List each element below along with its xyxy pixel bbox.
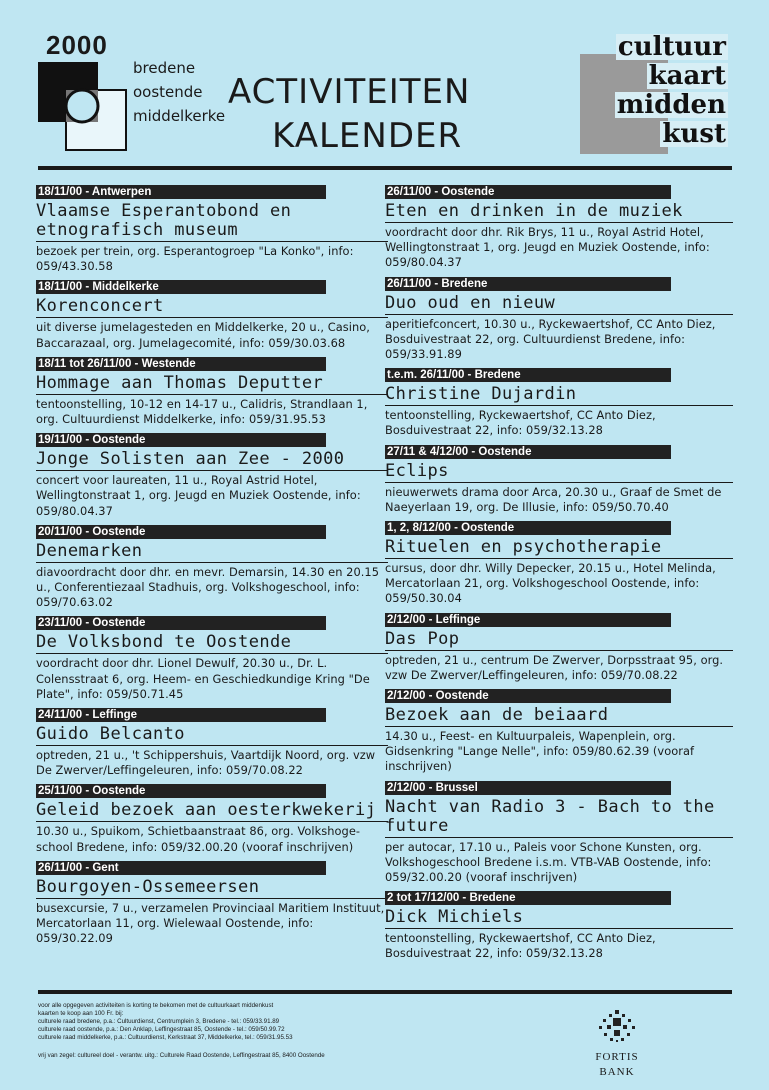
event-description: diavoordracht door dhr. en mevr. Demarsin, 14.30 en 20.15 u., Conferentiezaal Stadhuis, org. Volkshogeschool, info: 059/70.63.02 — [36, 564, 380, 610]
event-title: Bourgoyen-Ossemeersen — [36, 878, 388, 899]
event-item — [385, 368, 733, 438]
event-description: nieuwerwets drama door Arca, 20.30 u., Graaf de Smet de Naeyerlaan 19, org. De Illusie, info: 059/50.70.40 — [385, 484, 722, 514]
event-item — [385, 445, 733, 515]
publisher-line: vrij van zegel: cultureel doel - verantw. uitg.: Culturele Raad Oostende, Leffingestraat 85, 8400 Oostende — [38, 1052, 325, 1059]
cultuurkaart-logo — [580, 34, 728, 156]
event-item — [36, 616, 388, 702]
event-item — [385, 689, 733, 775]
event-item — [36, 708, 388, 778]
event-date-bar: 1, 2, 8/12/00 - Oostende — [385, 521, 671, 535]
bottom-rule — [38, 990, 732, 994]
events-right-column — [385, 185, 733, 968]
event-date-bar: 25/11/00 - Oostende — [36, 784, 326, 798]
event-description: tentoonstelling, 10-12 en 14-17 u., Calidris, Strandlaan 1, org. Cultuurdienst Middelkerke, info: 059/31.95.53 — [36, 396, 368, 427]
event-title: Geleid bezoek aan oesterkwekerij — [36, 801, 388, 822]
event-date-bar: 24/11/00 - Leffinge — [36, 708, 326, 722]
event-title: Duo oud en nieuw — [385, 294, 733, 315]
events-left-column — [36, 185, 388, 952]
event-title: Nacht van Radio 3 - Bach to the future — [385, 798, 733, 838]
event-description: aperitiefconcert, 10.30 u., Ryckewaertshof, CC Anto Diez, Bosduivestraat 22, org. Cultuurdienst Bredene, info: 059/33.91.89 — [385, 316, 716, 362]
year-label: 2000 — [46, 30, 108, 60]
footer-line: kaarten te koop aan 100 Fr. bij: — [38, 1010, 124, 1017]
event-description: optreden, 21 u., 't Schippershuis, Vaartdijk Noord, org. vzw De Zwerver/Leffingeleuren, info: 059/70.08.22 — [36, 748, 376, 778]
event-description: uit diverse jumelagesteden en Middelkerke, 20 u., Casino, Baccarazaal, org. Jumelagecomité, info: 059/30.03.68 — [36, 320, 370, 350]
fortis-name: FORTIS — [595, 1051, 639, 1063]
event-item — [385, 891, 733, 961]
footer-line: voor alle opgegeven activiteiten is korting te bekomen met de cultuurkaart middenkust — [38, 1002, 274, 1009]
event-description: voordracht door dhr. Lionel Dewulf, 20.30 u., Dr. L. Colensstraat 6, org. Heem- en Geschiedkundige Kring "De Plate", info: 059/50.71.45 — [36, 656, 370, 701]
event-date-bar: 2/12/00 - Brussel — [385, 781, 671, 795]
event-date-bar: t.e.m. 26/11/00 - Bredene — [385, 368, 671, 382]
event-description: tentoonstelling, Ryckewaertshof, CC Anto Diez, Bosduivestraat 22, info: 059/32.13.28 — [385, 408, 656, 438]
towns-list — [133, 56, 225, 128]
event-item — [385, 185, 733, 271]
town-middelkerke: middelkerke — [133, 107, 226, 125]
region-logo-icon — [36, 60, 128, 154]
event-date-bar: 23/11/00 - Oostende — [36, 616, 326, 630]
event-description: busexcursie, 7 u., verzamelen Provinciaal Maritiem Instituut, Mercatorlaan 11, org. Wielewaal Oostende, info: 059/30.22.09 — [36, 900, 385, 946]
event-title: Vlaamse Esperantobond en etnografisch museum — [36, 202, 388, 242]
top-rule — [38, 166, 732, 170]
event-description: 14.30 u., Feest- en Kultuurpaleis, Wapenplein, org. Gidsenkring "Lange Nelle", info: 059/80.62.39 (vooraf inschrijven) — [385, 729, 695, 774]
event-item — [36, 433, 388, 519]
event-description: 10.30 u., Spuikom, Schietbaanstraat 86, org. Volkshoge-school Bredene, info: 059/32.00.20 (vooraf inschrijven) — [36, 824, 361, 854]
event-title: De Volksbond te Oostende — [36, 633, 388, 654]
event-item — [36, 280, 388, 350]
event-title: Hommage aan Thomas Deputter — [36, 374, 388, 395]
event-description: cursus, door dhr. Willy Depecker, 20.15 u., Hotel Melinda, Mercatorlaan 21, org. Volkshogeschool Oostende, info: 059/50.30.04 — [385, 561, 716, 606]
footer-line: culturele raad oostende, p.a.: Den Anklap, Leffingestraat 85, Oostende - tel.: 059/50.99.72 — [38, 1026, 285, 1033]
event-date-bar: 2 tot 17/12/00 - Bredene — [385, 891, 671, 905]
event-date-bar: 19/11/00 - Oostende — [36, 433, 326, 447]
event-date-bar: 18/11/00 - Antwerpen — [36, 185, 326, 199]
event-date-bar: 2/12/00 - Oostende — [385, 689, 671, 703]
event-description: bezoek per trein, org. Esperantogroep "La Konko", info: 059/43.30.58 — [36, 244, 354, 274]
title-line-2: KALENDER — [272, 116, 463, 156]
event-item — [36, 185, 388, 274]
town-oostende: oostende — [133, 83, 203, 101]
cultuurkaart-words — [615, 34, 728, 150]
ck-word-4: kust — [662, 119, 726, 149]
ck-word-2: kaart — [648, 61, 726, 91]
header — [0, 0, 769, 170]
footer-line: culturele raad bredene, p.a.: Cultuurdienst, Centrumplein 3, Bredene - tel.: 059/33.91.89 — [38, 1018, 280, 1025]
event-title: Guido Belcanto — [36, 725, 388, 746]
title-line-1: ACTIVITEITEN — [228, 72, 471, 112]
page-title — [228, 70, 470, 158]
event-title: Rituelen en psychotherapie — [385, 538, 733, 559]
event-item — [36, 784, 388, 854]
event-item — [36, 525, 388, 611]
event-date-bar: 18/11/00 - Middelkerke — [36, 280, 326, 294]
event-title: Christine Dujardin — [385, 385, 733, 406]
event-item — [385, 521, 733, 607]
event-date-bar: 26/11/00 - Gent — [36, 861, 326, 875]
event-item — [385, 613, 733, 683]
town-bredene: bredene — [133, 59, 196, 77]
event-date-bar: 27/11 & 4/12/00 - Oostende — [385, 445, 671, 459]
event-date-bar: 26/11/00 - Bredene — [385, 277, 671, 291]
event-date-bar: 26/11/00 - Oostende — [385, 185, 671, 199]
event-description: per autocar, 17.10 u., Paleis voor Schone Kunsten, org. Volkshogeschool Bredene i.s.m. VTB-VAB Oostende, info: 059/32.00.20 (vooraf inschrijven) — [385, 839, 712, 885]
event-title: Bezoek aan de beiaard — [385, 706, 733, 727]
event-title: Korenconcert — [36, 297, 388, 318]
event-title: Jonge Solisten aan Zee - 2000 — [36, 450, 388, 471]
event-item — [36, 357, 388, 427]
ck-word-1: cultuur — [617, 32, 726, 62]
event-title: Dick Michiels — [385, 908, 733, 929]
event-description: optreden, 21 u., centrum De Zwerver, Dorpsstraat 95, org. vzw De Zwerver/Leffingeleuren, info: 059/70.08.22 — [385, 652, 724, 682]
event-date-bar: 18/11 tot 26/11/00 - Westende — [36, 357, 326, 371]
event-description: tentoonstelling, Ryckewaertshof, CC Anto Diez, Bosduivestraat 22, info: 059/32.13.28 — [385, 931, 656, 961]
event-description: concert voor laureaten, 11 u., Royal Astrid Hotel, Wellingtonstraat 1, org. Jeugd en Muziek Oostende, info: 059/80.04.37 — [36, 473, 361, 518]
ck-word-3: midden — [616, 90, 726, 120]
event-title: Eten en drinken in de muziek — [385, 202, 733, 223]
footer-line: culturele raad middelkerke, p.a.: Cultuurdienst, Kerkstraat 37, Middelkerke, tel.: 059/31.95.53 — [38, 1034, 293, 1041]
event-item — [385, 277, 733, 363]
event-date-bar: 2/12/00 - Leffinge — [385, 613, 671, 627]
event-date-bar: 20/11/00 - Oostende — [36, 525, 326, 539]
footer-info — [38, 1002, 558, 1060]
bank-name: BANK — [599, 1066, 635, 1078]
fortis-dots-icon — [595, 1008, 639, 1044]
event-item — [36, 861, 388, 947]
event-title: Eclips — [385, 462, 733, 483]
event-item — [385, 781, 733, 886]
event-title: Denemarken — [36, 542, 388, 563]
event-title: Das Pop — [385, 630, 733, 651]
fortis-bank-logo — [582, 1008, 652, 1078]
event-description: voordracht door dhr. Rik Brys, 11 u., Royal Astrid Hotel, Wellingtonstraat 1, org. Jeugd en Muziek Oostende, info: 059/80.04.37 — [385, 225, 710, 270]
